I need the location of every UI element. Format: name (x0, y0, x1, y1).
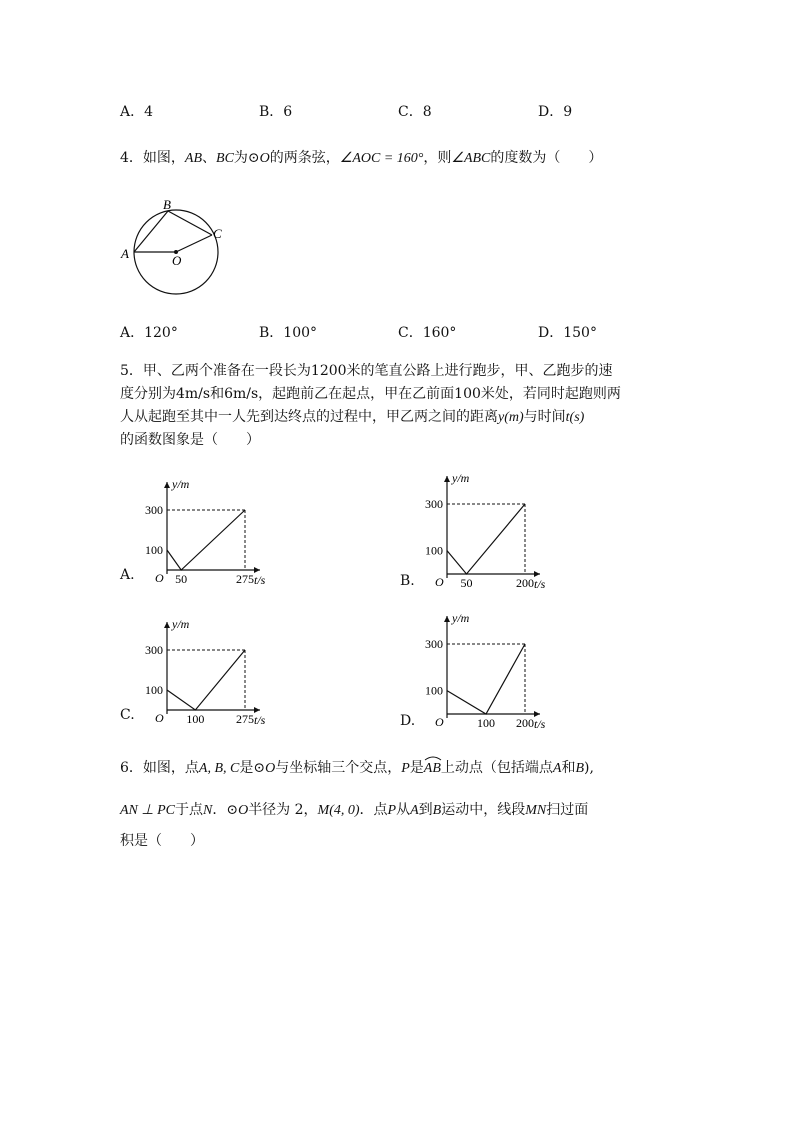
x-tick-label: 50 (460, 576, 473, 588)
q4-number: 4． (120, 150, 143, 166)
q6-line-2 (120, 800, 588, 821)
q6-lead: 如图，点 (142, 760, 199, 776)
y-tick-label: 300 (425, 497, 443, 511)
series-line (167, 510, 245, 570)
x-axis-label: t/s (254, 573, 266, 584)
q6-point-p: P (401, 761, 410, 776)
x-tick-label: 100 (477, 716, 495, 728)
q4-option-a: A．120° (120, 325, 178, 341)
q4-angle-aoc: ∠AOC = 160° (339, 151, 424, 166)
q4-sep: 、 (202, 150, 217, 166)
q6-l2-text-1: 于点 (174, 802, 203, 818)
q4-text-2: 的两条弦， (269, 150, 340, 166)
x-tick-label: 275 (236, 712, 254, 724)
q4-lead: 如图， (142, 150, 185, 166)
q3-option-d: D．9 (538, 104, 573, 120)
x-tick-label: 100 (186, 712, 205, 724)
origin-label: O (435, 575, 444, 588)
q6-text-4: 上动点（包括端点 (440, 760, 553, 776)
y-tick-label: 100 (425, 683, 443, 698)
q4-angle-abc: ∠ABC (451, 151, 491, 166)
q6-l2-text-2: ． (212, 802, 227, 818)
q6-point-b: B (575, 761, 585, 776)
x-tick-label: 200 (516, 576, 534, 588)
q6-perpendicular: AN ⊥ PC (120, 803, 175, 818)
q6-l2-point-a: A (410, 803, 419, 818)
q4-text-1: 为 (233, 150, 248, 166)
q6-point-m: M(4, 0) (317, 803, 360, 818)
origin-label: O (155, 711, 164, 724)
x-axis-label: t/s (534, 577, 546, 588)
x-tick-label: 50 (175, 572, 188, 584)
q5-line-2: 度分别为4m/s和6m/s，起跑前乙在起点，甲在乙前面100米处，若同时起跑则两 (120, 386, 621, 402)
q6-l2-text-7: 运动中，线段 (441, 802, 526, 818)
y-tick-label: 300 (145, 643, 163, 657)
y-tick-label: 100 (145, 543, 163, 557)
circle-symbol-icon: ⊙ (226, 802, 239, 818)
q6-l2-point-b: B (432, 803, 442, 818)
q4-circle-figure (116, 196, 232, 300)
y-axis-label: y/m (172, 477, 190, 491)
q6-arc-label: AB (423, 761, 441, 776)
q4-chord-bc-line (168, 211, 212, 235)
y-axis-arrow-icon (164, 622, 170, 628)
circle-symbol-icon: ⊙ (247, 150, 260, 166)
q4-stem (120, 148, 602, 169)
q4-option-d: D．150° (538, 325, 597, 341)
q6-point-n: N (202, 803, 213, 818)
q6-text-5: 和 (561, 760, 576, 776)
q6-line-1 (120, 758, 594, 779)
q4-option-b: B．100° (259, 325, 318, 341)
q6-l2-text-5: 从 (396, 802, 411, 818)
q6-point-a: A (552, 761, 562, 776)
q4-text-3: ，则 (423, 150, 452, 166)
y-axis-arrow-icon (444, 616, 450, 622)
q5-option-d: D. (400, 713, 416, 729)
series-line (447, 504, 525, 574)
q4-text-4: 的度数为（ ） (490, 150, 603, 166)
y-tick-label: 100 (145, 683, 163, 697)
q6-text-2: 与坐标轴三个交点， (275, 760, 402, 776)
q4-chord-bc: BC (216, 151, 234, 166)
series-line (447, 644, 525, 714)
circle-symbol-icon: ⊙ (253, 760, 266, 776)
q6-l2-text-6: 到 (418, 802, 433, 818)
q6-arc-ab (424, 759, 441, 779)
q5-graph-b (420, 466, 550, 588)
q5-option-a: A. (120, 567, 135, 583)
y-axis-label: y/m (452, 611, 470, 625)
y-tick-label: 300 (425, 637, 443, 651)
q6-l2-text-4: ．点 (359, 802, 388, 818)
q6-text-6: ), (584, 760, 594, 776)
q4-segment-oc (176, 235, 212, 252)
q5-line-3-text-b: 与时间 (523, 409, 566, 425)
q5-line-4: 的函数图象是（ ） (120, 432, 260, 448)
q4-label-c: C (213, 226, 222, 241)
q3-option-b: B．6 (259, 104, 293, 120)
q5-graph-c (140, 612, 270, 724)
q6-points: A, B, C (198, 761, 240, 776)
q6-line-3: 积是（ ） (120, 833, 204, 849)
q6-text-1: 是 (239, 760, 254, 776)
x-tick-label: 200 (516, 716, 534, 728)
x-axis-label: t/s (534, 717, 546, 728)
q6-circle-o: O (265, 761, 276, 776)
y-axis-label: y/m (172, 617, 190, 631)
q6-segment-mn: MN (525, 803, 547, 818)
y-axis-arrow-icon (444, 476, 450, 482)
arc-icon (424, 755, 442, 761)
q5-ts: t(s) (565, 410, 585, 425)
q4-label-a: A (121, 246, 129, 261)
x-axis-label: t/s (254, 713, 266, 724)
q5-line-3-text: 人从起跑至其中一人先到达终点的过程中，甲乙两之间的距离 (120, 409, 498, 425)
q4-option-c: C．160° (398, 325, 457, 341)
q5-ym: y(m) (498, 410, 524, 425)
q5-graph-a (140, 472, 270, 584)
q5-line-3 (120, 407, 584, 428)
q6-number: 6． (120, 760, 143, 776)
y-tick-label: 300 (145, 503, 163, 517)
q5-option-c: C. (120, 707, 135, 723)
q4-circle-o: O (259, 151, 270, 166)
q6-text-3: 是 (409, 760, 424, 776)
q5-option-b: B. (400, 573, 415, 589)
q6-l2-text-8: 扫过面 (546, 802, 589, 818)
q6-l2-radius: 半径为 2， (248, 802, 318, 818)
y-axis-arrow-icon (164, 482, 170, 488)
q4-label-b: B (163, 197, 171, 212)
y-axis-label: y/m (452, 471, 470, 485)
q3-option-c: C．8 (398, 104, 432, 120)
q6-l2-circle-o: O (238, 803, 249, 818)
q5-graph-d (420, 606, 550, 728)
origin-label: O (155, 571, 164, 584)
x-tick-label: 275 (236, 572, 254, 584)
q5-line-1: 5．甲、乙两个准备在一段长为1200米的笔直公路上进行跑步，甲、乙跑步的速 (120, 363, 613, 379)
origin-label: O (435, 715, 444, 728)
q3-option-a: A．4 (120, 104, 154, 120)
q6-l2-point-p: P (387, 803, 397, 818)
series-line (167, 650, 245, 710)
y-tick-label: 100 (425, 543, 443, 558)
q4-label-o: O (172, 253, 182, 268)
q4-chord-ab: AB (184, 151, 203, 166)
